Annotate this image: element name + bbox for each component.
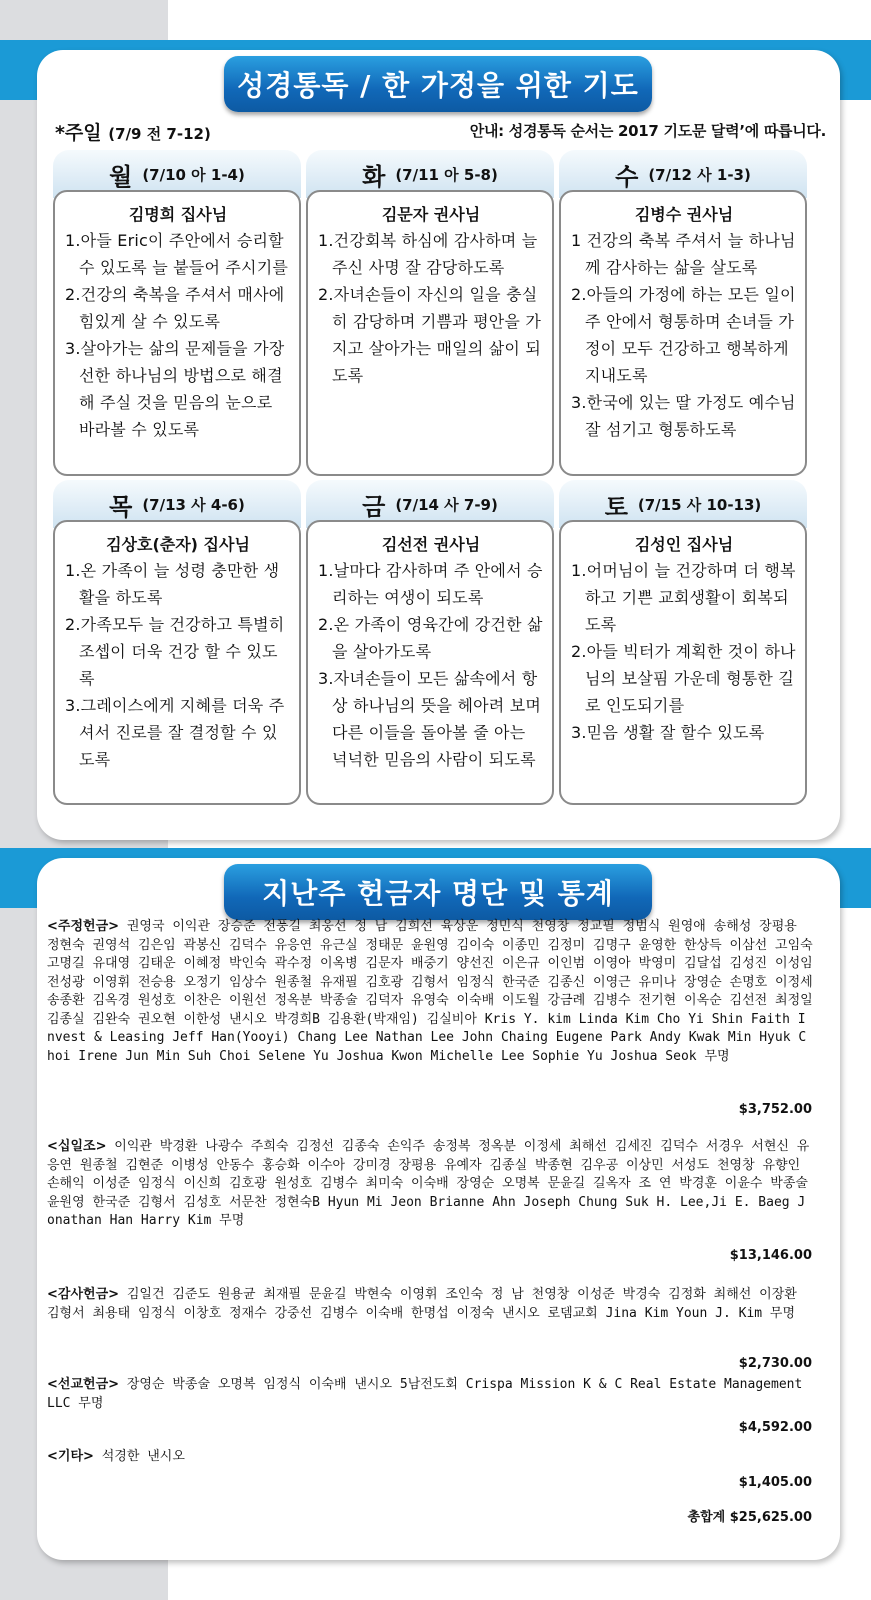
day-box [306, 520, 554, 805]
day-box [53, 520, 301, 805]
prayer-item: 2.아들 빅터가 계획한 것이 하나님의 보살핌 가운데 형통한 길로 인도되기를 [571, 642, 796, 715]
day-range: (7/13 사 4-6) [142, 495, 245, 514]
prayer-list [571, 557, 797, 746]
prayer-panel [37, 50, 840, 840]
prayer-item: 2.가족모두 늘 건강하고 특별히 조셉이 더욱 건강 할 수 있도록 [65, 615, 285, 688]
prayer-item: 1.건강회복 하심에 감사하며 늘 주신 사명 잘 감당하도록 [318, 231, 538, 277]
prayer-item: 2.온 가족이 영육간에 강건한 삶을 살아가도록 [318, 615, 543, 661]
day-range: (7/12 사 1-3) [648, 165, 751, 184]
prayer-person: 김문자 권사님 [381, 205, 481, 224]
day-range: (7/15 사 10-13) [637, 495, 762, 514]
prayer-list [318, 227, 544, 389]
prayer-person: 김병수 권사님 [634, 205, 734, 224]
day-name: 수 [615, 162, 639, 191]
prayer-list [65, 557, 291, 773]
offerings-title: 지난주 헌금자 명단 및 통계 [224, 864, 652, 920]
day-range: (7/10 아 1-4) [142, 165, 245, 184]
prayer-item: 3.자녀손들이 모든 삶속에서 항상 하나님의 뜻을 헤아려 보며 다른 이들을 돌아볼 줄 아는 넉넉한 믿음의 사람이 되도록 [318, 669, 542, 769]
offering-category: <주정헌금> [47, 919, 120, 934]
prayer-item: 1.온 가족이 늘 성령 충만한 생활을 하도록 [65, 561, 280, 607]
offering-amount: $4,592.00 [738, 1420, 812, 1435]
offering-names: 권영국 이익관 장승준 전풍길 최웅선 정 남 김희선 육상운 정민식 천영창 정교필 정범식 원영애 송해성 장평용 정현숙 권영석 김은임 곽봉신 김덕수 유응연 유근실 정태문 윤원영 김이숙 이종민 김정미 김명구 윤영한 한상득 이삼선 고임숙 고명길 유대영 김태운 이혜정 박인숙 곽수정 이옥병 김문자 배중기 양선진 이은규 이인범 이영아 박영미 김달섭 김성진 이성임 전성광 이영휘 전승용 오정기 임상수 원종철 유재필 김호광 김형서 임정식 한국준 김종신 이영근 유미나 장영순 손명호 이정세 송종환 김옥경 원성호 이찬은 이원선 정옥분 박종술 김덕자 유영숙 이숙배 이도월 강금례 김병수 전기현 이옥순 김선전 최정일 김종실 김완숙 권오현 이한성 낸시오 박경희B 김용환(박재임) 김실비아 Kris Y. kim Linda Kim Cho Yi Shin Faith Invest & Leasing Jeff Han(Yooyi) Chang Lee Nathan Lee John Chaing Eugene Park Andy Kwak Min Hyuk Choi Irene Jun Min Suh Choi Selene Yu Joshua Kwon Michelle Lee Sophie Yu Joshua Seok 무명 [47, 919, 813, 1064]
prayer-person: 김상호(춘자) 집사님 [106, 535, 250, 554]
prayer-person: 김선전 권사님 [381, 535, 481, 554]
sunday-range: (7/9 전 7-12) [108, 125, 211, 143]
prayer-list [65, 227, 291, 443]
offerings-panel [37, 858, 840, 1560]
prayer-item: 1.아들 Eric이 주안에서 승리할 수 있도록 늘 붙들어 주시기를 [65, 231, 289, 277]
day-box [53, 190, 301, 476]
prayer-list [571, 227, 797, 443]
prayer-item: 1.날마다 감사하며 주 안에서 승리하는 여생이 되도록 [318, 561, 543, 607]
sunday-label: *주일 [55, 122, 102, 144]
offering-category: <선교헌금> [47, 1377, 120, 1392]
offering-category: <감사헌금> [47, 1287, 120, 1302]
offering-group-thanks [47, 1286, 813, 1323]
offering-amount: $3,752.00 [738, 1102, 812, 1117]
prayer-title: 성경통독 / 한 가정을 위한 기도 [224, 56, 652, 112]
day-name: 화 [362, 162, 386, 191]
day-range: (7/14 사 7-9) [395, 495, 498, 514]
day-range: (7/11 아 5-8) [395, 165, 498, 184]
day-box [306, 190, 554, 476]
offering-names: 석경한 낸시오 [101, 1449, 185, 1464]
offering-amount: $13,146.00 [729, 1248, 812, 1263]
offering-category: <십일조> [47, 1139, 107, 1154]
offering-names: 김일건 김준도 원용균 최재필 문윤길 박현숙 이영휘 조인숙 정 남 천영창 이성준 박경숙 김정화 최해선 이장환 김형서 최용태 임정식 이창호 정재수 강중선 김병수 이숙배 한명섭 이정숙 낸시오 로뎀교회 Jina Kim Youn J. Kim 무명 [47, 1287, 797, 1321]
reading-notice: 안내: 성경통독 순서는 2017 기도문 달력’에 따릅니다. [469, 122, 826, 140]
offering-amount: $1,405.00 [738, 1475, 812, 1490]
day-box [559, 520, 807, 805]
offering-group-other [47, 1448, 813, 1467]
offering-group-tithe [47, 1138, 813, 1231]
prayer-item: 2.건강의 축복을 주셔서 매사에 힘있게 살 수 있도록 [65, 285, 285, 331]
sunday-reading [55, 118, 211, 145]
offering-amount: $2,730.00 [738, 1356, 812, 1371]
prayer-item: 2.아들의 가정에 하는 모든 일이 주 안에서 형통하며 손녀들 가정이 모두 건강하고 행복하게 지내도록 [571, 285, 796, 385]
day-name: 목 [109, 492, 133, 521]
offering-total: 총합계 $25,625.00 [687, 1510, 812, 1525]
offering-names: 장영순 박종술 오명복 임정식 이숙배 낸시오 5남전도회 Crispa Mission K & C Real Estate Management LLC 무명 [47, 1377, 803, 1411]
offering-group-weekly [47, 918, 813, 1066]
prayer-item: 3.한국에 있는 딸 가정도 예수님 잘 섬기고 형통하도록 [571, 393, 796, 439]
prayer-item: 3.믿음 생활 잘 할수 있도록 [571, 723, 765, 742]
day-name: 월 [109, 162, 133, 191]
prayer-person: 김명희 집사님 [128, 205, 228, 224]
offering-group-mission [47, 1376, 813, 1413]
prayer-item: 1.어머님이 늘 건강하며 더 행복하고 기쁜 교회생활이 회복되도록 [571, 561, 796, 634]
day-name: 금 [362, 492, 386, 521]
offering-category: <기타> [47, 1449, 94, 1464]
prayer-item: 1 건강의 축복 주셔서 늘 하나님께 감사하는 삶을 살도록 [571, 231, 796, 277]
prayer-item: 3.그레이스에게 지혜를 더욱 주셔서 진로를 잘 결정할 수 있도록 [65, 696, 285, 769]
prayer-item: 3.살아가는 삶의 문제들을 가장 선한 하나님의 방법으로 해결 해 주실 것을 믿음의 눈으로 바라볼 수 있도록 [65, 339, 285, 439]
day-box [559, 190, 807, 476]
day-name: 토 [604, 492, 628, 521]
prayer-person: 김성인 집사님 [634, 535, 734, 554]
prayer-list [318, 557, 544, 773]
offering-names: 이익관 박경환 나광수 주희숙 김정선 김종숙 손익주 송정복 정옥분 이정세 최해선 김세진 김덕수 서경우 서현신 유응연 원종철 김현준 이병성 안동수 홍승화 이수아 강미경 장평용 유예자 김종실 박종현 김우공 이상민 서성도 천영창 유향인 손해익 이성준 임정식 이신희 김호광 원성호 김병수 최미숙 이숙배 장영순 오명복 문윤길 길옥자 조 연 박경훈 이윤수 박종술 윤원영 한국준 김형서 김성호 서문찬 정현숙B Hyun Mi Jeon Brianne Ahn Joseph Chung Suk H. Lee,Ji E. Baeg Jonathan Han Harry Kim 무명 [47, 1139, 810, 1228]
prayer-item: 2.자녀손들이 자신의 일을 충실히 감당하며 기쁨과 평안을 가지고 살아가는 매일의 삶이 되도록 [318, 285, 542, 385]
